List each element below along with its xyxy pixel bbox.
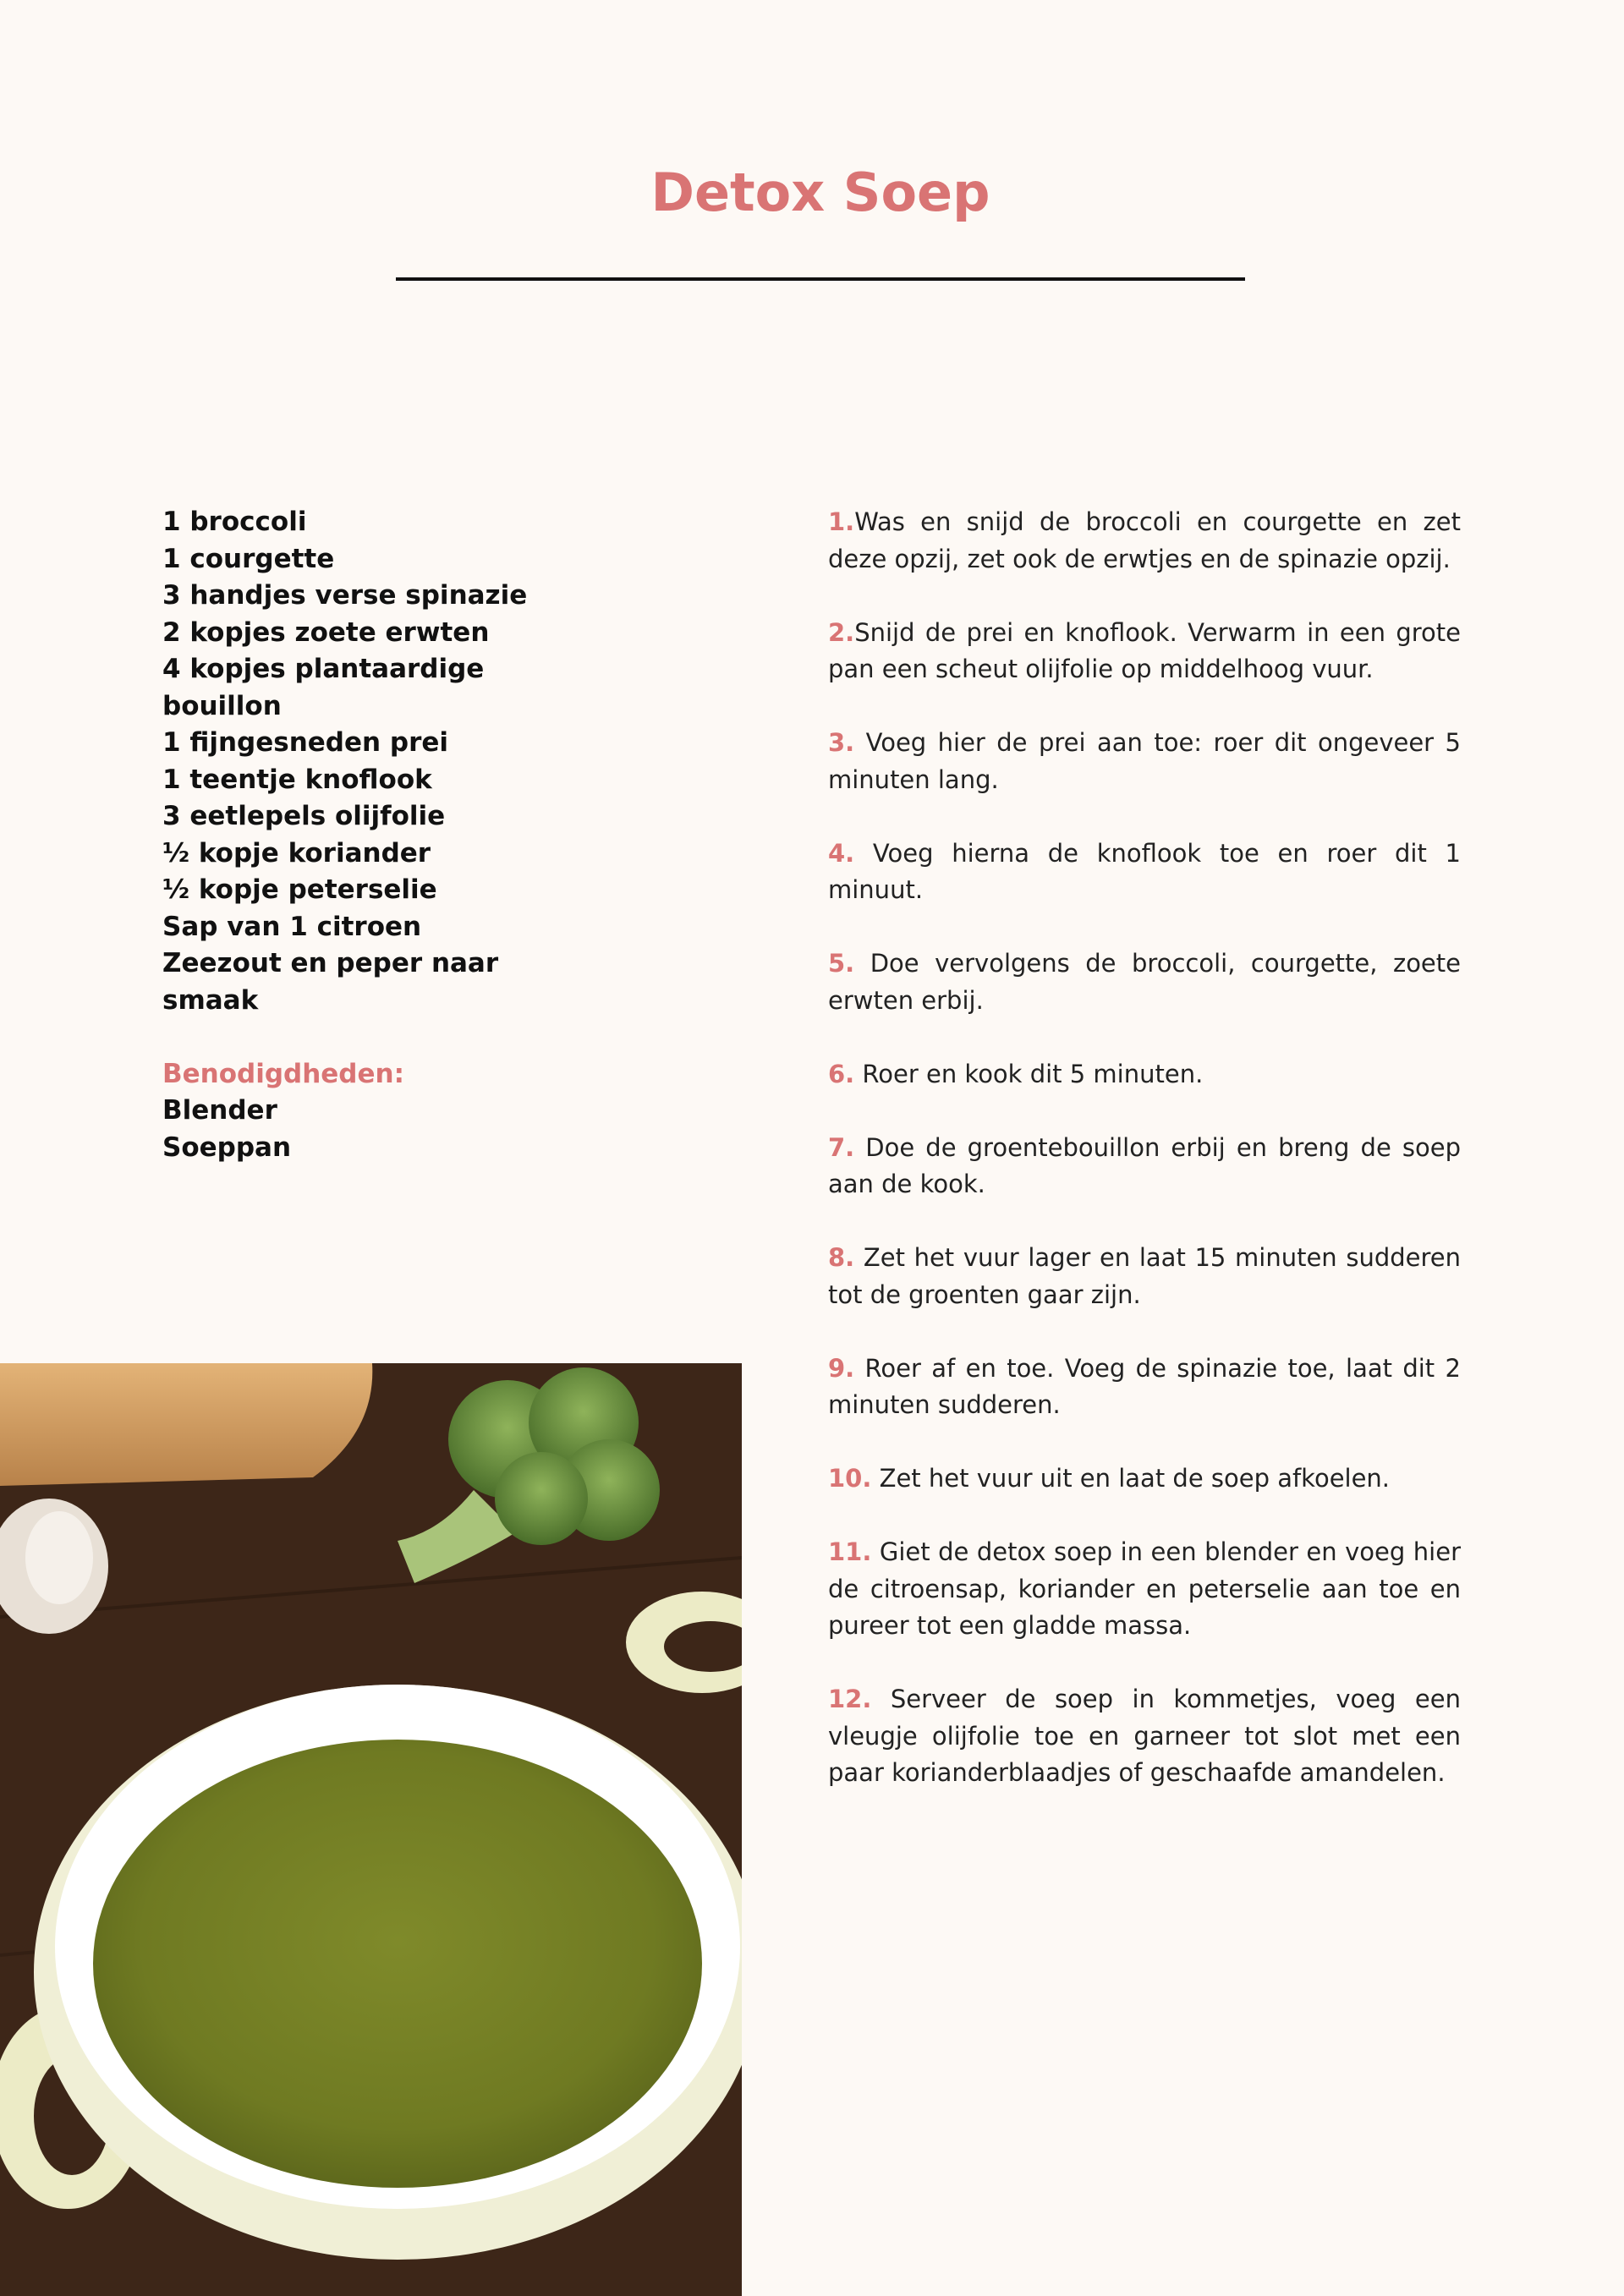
instruction-step — [828, 945, 1461, 1019]
instruction-step — [828, 1460, 1461, 1498]
ingredient-item: 1 fijngesneden prei — [162, 727, 449, 758]
step-text: Was en snijd de broccoli en courgette en zet deze opzij, zet ook de erwtjes en de spinazie opzij. — [828, 507, 1461, 573]
instruction-step — [828, 615, 1461, 688]
instruction-step — [828, 1681, 1461, 1792]
ingredient-item: 1 teentje knoflook — [162, 764, 432, 795]
step-number: 6. — [828, 1059, 855, 1088]
ingredient-list — [162, 504, 535, 1166]
instruction-step — [828, 725, 1461, 798]
supplies-heading: Benodigdheden: — [162, 1058, 404, 1089]
instruction-step — [828, 1351, 1461, 1424]
step-number: 3. — [828, 728, 855, 757]
ingredient-item: 4 kopjes plantaardige bouillon — [162, 654, 485, 721]
step-number: 10. — [828, 1464, 872, 1493]
step-number: 2. — [828, 617, 855, 647]
ingredient-item: ½ kopje koriander — [162, 837, 431, 869]
ingredient-item: Sap van 1 citroen — [162, 911, 422, 942]
instruction-step — [828, 1130, 1461, 1203]
step-number: 11. — [828, 1537, 872, 1566]
step-text: Roer en kook dit 5 minuten. — [854, 1059, 1204, 1088]
ingredient-item: 1 courgette — [162, 543, 335, 574]
supply-item: Blender — [162, 1095, 277, 1126]
instruction-step — [828, 504, 1461, 578]
instruction-step — [828, 836, 1461, 909]
instruction-step — [828, 1240, 1461, 1313]
instruction-list — [828, 504, 1461, 1828]
step-text: Voeg hier de prei aan toe: roer dit ongeveer 5 minuten lang. — [828, 728, 1461, 794]
instruction-step — [828, 1056, 1461, 1093]
step-text: Doe vervolgens de broccoli, courgette, zoete erwten erbij. — [828, 949, 1461, 1015]
instruction-step — [828, 1534, 1461, 1645]
step-number: 7. — [828, 1132, 855, 1162]
spacer — [162, 1019, 535, 1056]
step-number: 4. — [828, 838, 855, 868]
step-number: 1. — [828, 507, 855, 536]
step-text: Zet het vuur uit en laat de soep afkoelen. — [871, 1464, 1391, 1493]
step-text: Zet het vuur lager en laat 15 minuten sudderen tot de groenten gaar zijn. — [828, 1243, 1461, 1309]
ingredient-item: 3 eetlepels olijfolie — [162, 801, 446, 831]
step-text: Doe de groentebouillon erbij en breng de soep aan de kook. — [828, 1132, 1461, 1198]
page-title: Detox Soep — [650, 162, 990, 223]
step-text: Serveer de soep in kommetjes, voeg een vleugje olijfolie toe en garneer tot slot met een paar korianderblaadjes of geschaafde amandelen. — [828, 1685, 1461, 1787]
soup-illustration — [0, 1363, 742, 2296]
ingredient-item: 1 broccoli — [162, 507, 307, 537]
supply-item: Soeppan — [162, 1132, 292, 1163]
soup-photo — [0, 1363, 742, 2296]
step-number: 5. — [828, 949, 855, 978]
step-text: Voeg hierna de knoflook toe en roer dit 1 minuut. — [828, 838, 1461, 904]
step-number: 8. — [828, 1243, 855, 1272]
ingredient-item: ½ kopje peterselie — [162, 874, 437, 905]
step-number: 9. — [828, 1353, 855, 1383]
step-text: Roer af en toe. Voeg de spinazie toe, laat dit 2 minuten sudderen. — [828, 1353, 1461, 1419]
ingredient-item: 3 handjes verse spinazie — [162, 580, 528, 611]
ingredient-item: 2 kopjes zoete erwten — [162, 616, 490, 648]
step-text: Snijd de prei en knoflook. Verwarm in een grote pan een scheut olijfolie op middelhoog vuur. — [828, 617, 1461, 683]
ingredient-item: Zeezout en peper naar smaak — [162, 948, 499, 1016]
title-divider — [396, 277, 1245, 281]
step-number: 12. — [828, 1685, 872, 1713]
step-text: Giet de detox soep in een blender en voeg hier de citroensap, koriander en peterselie aan toe en pureer tot een gladde massa. — [828, 1537, 1461, 1640]
